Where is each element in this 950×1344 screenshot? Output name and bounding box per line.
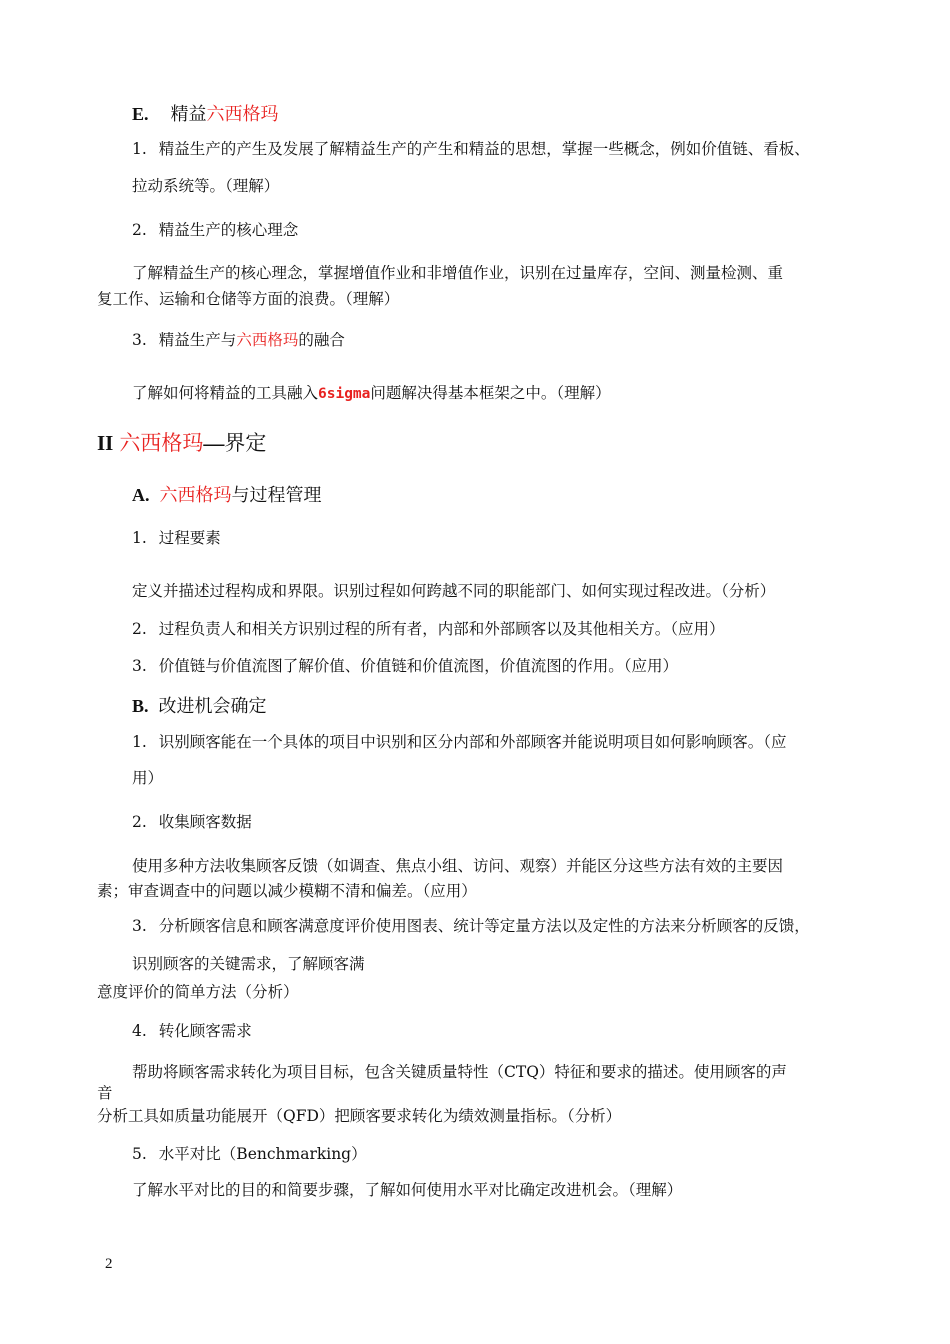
item-text: 价值链与价值流图了解价值、价值链和价值流图，价值流图的作用。（应用） (158, 657, 679, 675)
item-number: 2. (132, 620, 147, 638)
item-number: 3. (132, 917, 147, 935)
item-b5-body: 了解水平对比的目的和简要步骤，了解如何使用水平对比确定改进机会。（理解） (132, 1181, 683, 1199)
item-b5-title (132, 1144, 367, 1164)
item-a2 (132, 619, 725, 639)
section-letter: A. (132, 485, 150, 505)
section-b-heading (132, 694, 267, 719)
item-number: 2. (132, 813, 147, 831)
part-title-highlight: 六西格玛 (119, 431, 204, 455)
item-text-end: 问题解决得基本框架之中。（理解） (370, 384, 611, 402)
item-a1-body: 定义并描述过程构成和界限。识别过程如何跨越不同的职能部门、如何实现过程改进。（分析） (132, 582, 776, 600)
part-heading (97, 429, 266, 457)
item-number: 4. (132, 1022, 147, 1040)
item-b3-cont: 识别顾客的关键需求，了解顾客满 (132, 955, 365, 973)
item-title: 水平对比（Benchmarking） (158, 1145, 367, 1163)
item-a1-title (132, 528, 221, 548)
item-b1 (132, 732, 787, 752)
part-title: 界定 (224, 431, 267, 455)
item-title: 精益生产与 (158, 331, 237, 349)
item-number: 1. (132, 733, 147, 751)
item-title-end: 的融合 (298, 331, 345, 349)
item-text: 识别顾客能在一个具体的项目中识别和区分内部和外部顾客并能说明项目如何影响顾客。（应 (158, 733, 787, 751)
item-b3 (132, 916, 810, 936)
item-number: 1. (132, 140, 147, 158)
item-number: 5. (132, 1145, 147, 1163)
item-e2-body: 了解精益生产的核心理念，掌握增值作业和非增值作业，识别在过量库存，空间、测量检测、重 (132, 264, 784, 282)
item-title: 转化顾客需求 (158, 1022, 252, 1040)
item-e1-cont: 拉动系统等。（理解） (132, 177, 280, 195)
part-dash: — (203, 431, 225, 455)
item-b2-title (132, 812, 252, 832)
item-b2-body: 使用多种方法收集顾客反馈（如调查、焦点小组、访问、观察）并能区分这些方法有效的主要因 (132, 857, 784, 875)
item-title: 精益生产的核心理念 (158, 221, 299, 239)
item-b4-body-wrap: 音 (97, 1084, 113, 1102)
item-e3-body (132, 383, 611, 404)
section-title: 精益 (170, 104, 207, 125)
item-text: 过程负责人和相关方识别过程的所有者，内部和外部顾客以及其他相关方。（应用） (158, 620, 725, 638)
section-letter: E. (132, 104, 149, 124)
item-number: 3. (132, 657, 147, 675)
item-title: 过程要素 (158, 529, 221, 547)
item-text: 分析顾客信息和顾客满意度评价使用图表、统计等定量方法以及定性的方法来分析顾客的反馈， (158, 917, 810, 935)
item-b1-cont: 用） (132, 769, 164, 787)
page-number: 2 (105, 1256, 113, 1272)
section-title: 与过程管理 (231, 485, 322, 506)
item-b3-cont2: 意度评价的简单方法（分析） (97, 983, 299, 1001)
section-a-heading (132, 483, 322, 508)
section-title-highlight: 六西格玛 (159, 485, 232, 506)
item-e2-title (132, 220, 298, 240)
item-text: 了解如何将精益的工具融入 (132, 384, 319, 402)
part-number: II (97, 431, 114, 455)
section-e-heading (132, 102, 279, 127)
section-letter: B. (132, 696, 149, 716)
item-title-highlight: 六西格玛 (236, 331, 299, 349)
item-number: 3. (132, 331, 147, 349)
item-number: 2. (132, 221, 147, 239)
section-title: 改进机会确定 (158, 696, 267, 717)
item-e2-body-cont: 复工作、运输和仓储等方面的浪费。（理解） (97, 290, 400, 308)
item-b2-body-cont: 素；审查调查中的问题以减少模糊不清和偏差。（应用） (97, 882, 477, 900)
item-number: 1. (132, 529, 147, 547)
item-a3 (132, 656, 678, 676)
item-b4-body: 帮助将顾客需求转化为项目目标，包含关键质量特性（CTQ）特征和要求的描述。使用顾客的声 (132, 1063, 787, 1081)
code-term: 6sigma (318, 386, 371, 402)
item-text: 精益生产的产生及发展了解精益生产的产生和精益的思想，掌握一些概念，例如价值链、看板、 (158, 140, 810, 158)
section-title-highlight: 六西格玛 (206, 104, 279, 125)
item-title: 收集顾客数据 (158, 813, 252, 831)
item-b4-title (132, 1021, 252, 1041)
item-e3-title (132, 330, 345, 350)
item-b4-body-cont: 分析工具如质量功能展开（QFD）把顾客要求转化为绩效测量指标。（分析） (97, 1107, 622, 1125)
item-e1 (132, 139, 810, 159)
